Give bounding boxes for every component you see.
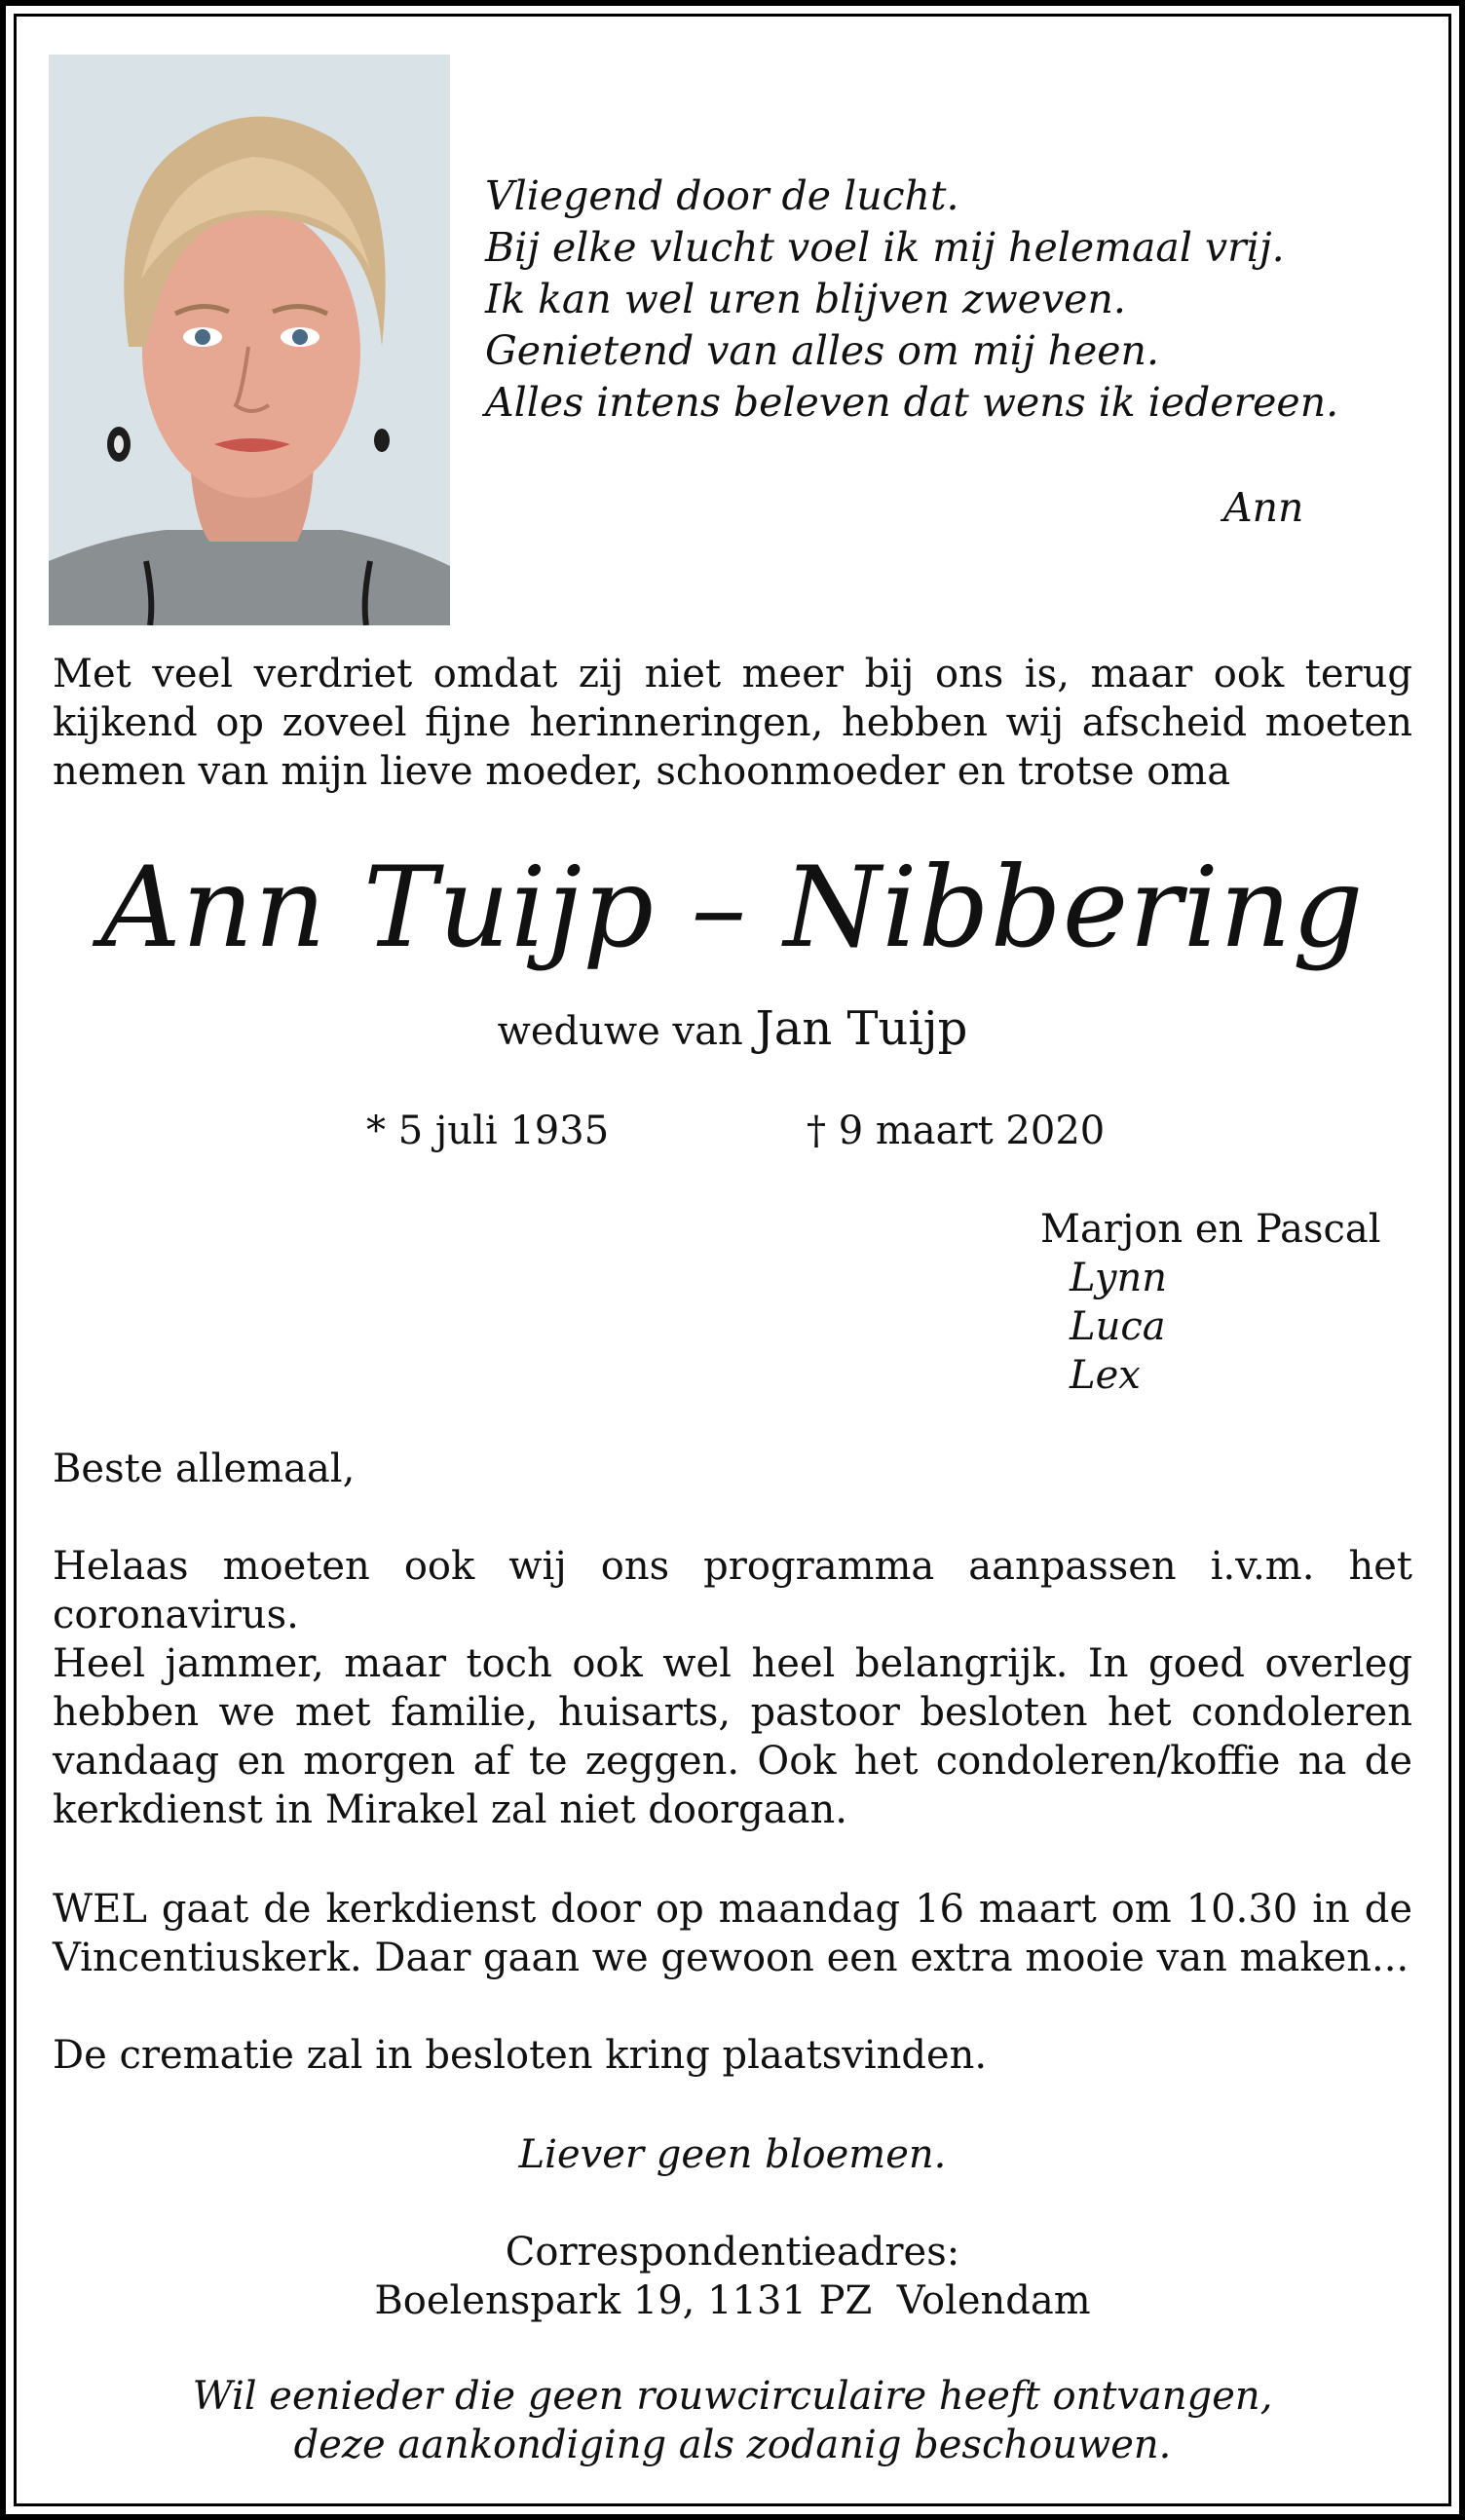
correspondence-label: Correspondentieadres: — [505, 2230, 960, 2275]
poem-line: Ik kan wel uren blijven zweven. — [485, 276, 1126, 322]
widow-prefix: weduwe van — [497, 1009, 743, 1054]
poem-line: Alles intens beleven dat wens ik iedereen. — [485, 379, 1339, 426]
poem-line: Bij elke vlucht voel ik mij helemaal vrij. — [485, 224, 1285, 271]
message-paragraph: De crematie zal in besloten kring plaatsvinden. — [53, 2033, 988, 2078]
husband-name: Jan Tuijp — [755, 1001, 968, 1056]
portrait-photo — [49, 55, 450, 625]
family-child: Lynn — [1070, 1256, 1167, 1300]
intro-paragraph: Met veel verdriet omdat zij niet meer bij ons is, maar ook terug kijkend op zoveel fijne herinneringen, hebben wij afscheid moeten nemen van mijn lieve moeder, schoonmoeder en trotse oma — [53, 652, 1412, 794]
closing-note — [0, 2372, 1465, 2469]
deceased-name: Ann Tuijp – Nibbering — [100, 843, 1365, 972]
correspondence-block — [0, 2228, 1465, 2325]
family-child: Luca — [1070, 1304, 1166, 1349]
birth-date: * 5 juli 1935 — [366, 1109, 610, 1153]
correspondence-address: Boelenspark 19, 1131 PZ Volendam — [374, 2278, 1091, 2323]
family-block — [1040, 1205, 1381, 1400]
message-paragraph: Helaas moeten ook wij ons programma aanpassen i.v.m. het coronavirus. — [53, 1544, 1412, 1637]
poem — [485, 170, 1362, 429]
closing-line: deze aankondiging als zodanig beschouwen. — [293, 2423, 1172, 2467]
family-child: Lex — [1070, 1353, 1141, 1398]
family-parents: Marjon en Pascal — [1040, 1207, 1381, 1252]
poem-signature: Ann — [1223, 484, 1304, 531]
poem-line: Genietend van alles om mij heen. — [485, 327, 1159, 374]
no-flowers-note: Liever geen bloemen. — [518, 2132, 947, 2177]
widow-line — [0, 1001, 1465, 1059]
message-greeting: Beste allemaal, — [53, 1447, 356, 1491]
message-paragraph: Heel jammer, maar toch ook wel heel belangrijk. In goed overleg hebben we met familie, huisarts, pastoor besloten het condoleren vandaag en morgen af te zeggen. Ook het condoleren/koffie na de kerkdienst in Mirakel zal niet doorgaan. — [53, 1641, 1412, 1832]
message-paragraph: WEL gaat de kerkdienst door op maandag 16 maart om 10.30 in de Vincentiuskerk. Daar gaan we gewoon een extra mooie van maken... — [53, 1887, 1412, 1980]
poem-line: Vliegend door de lucht. — [485, 172, 959, 219]
death-date: † 9 maart 2020 — [807, 1109, 1106, 1153]
closing-line: Wil eenieder die geen rouwcirculaire heeft ontvangen, — [192, 2374, 1273, 2419]
